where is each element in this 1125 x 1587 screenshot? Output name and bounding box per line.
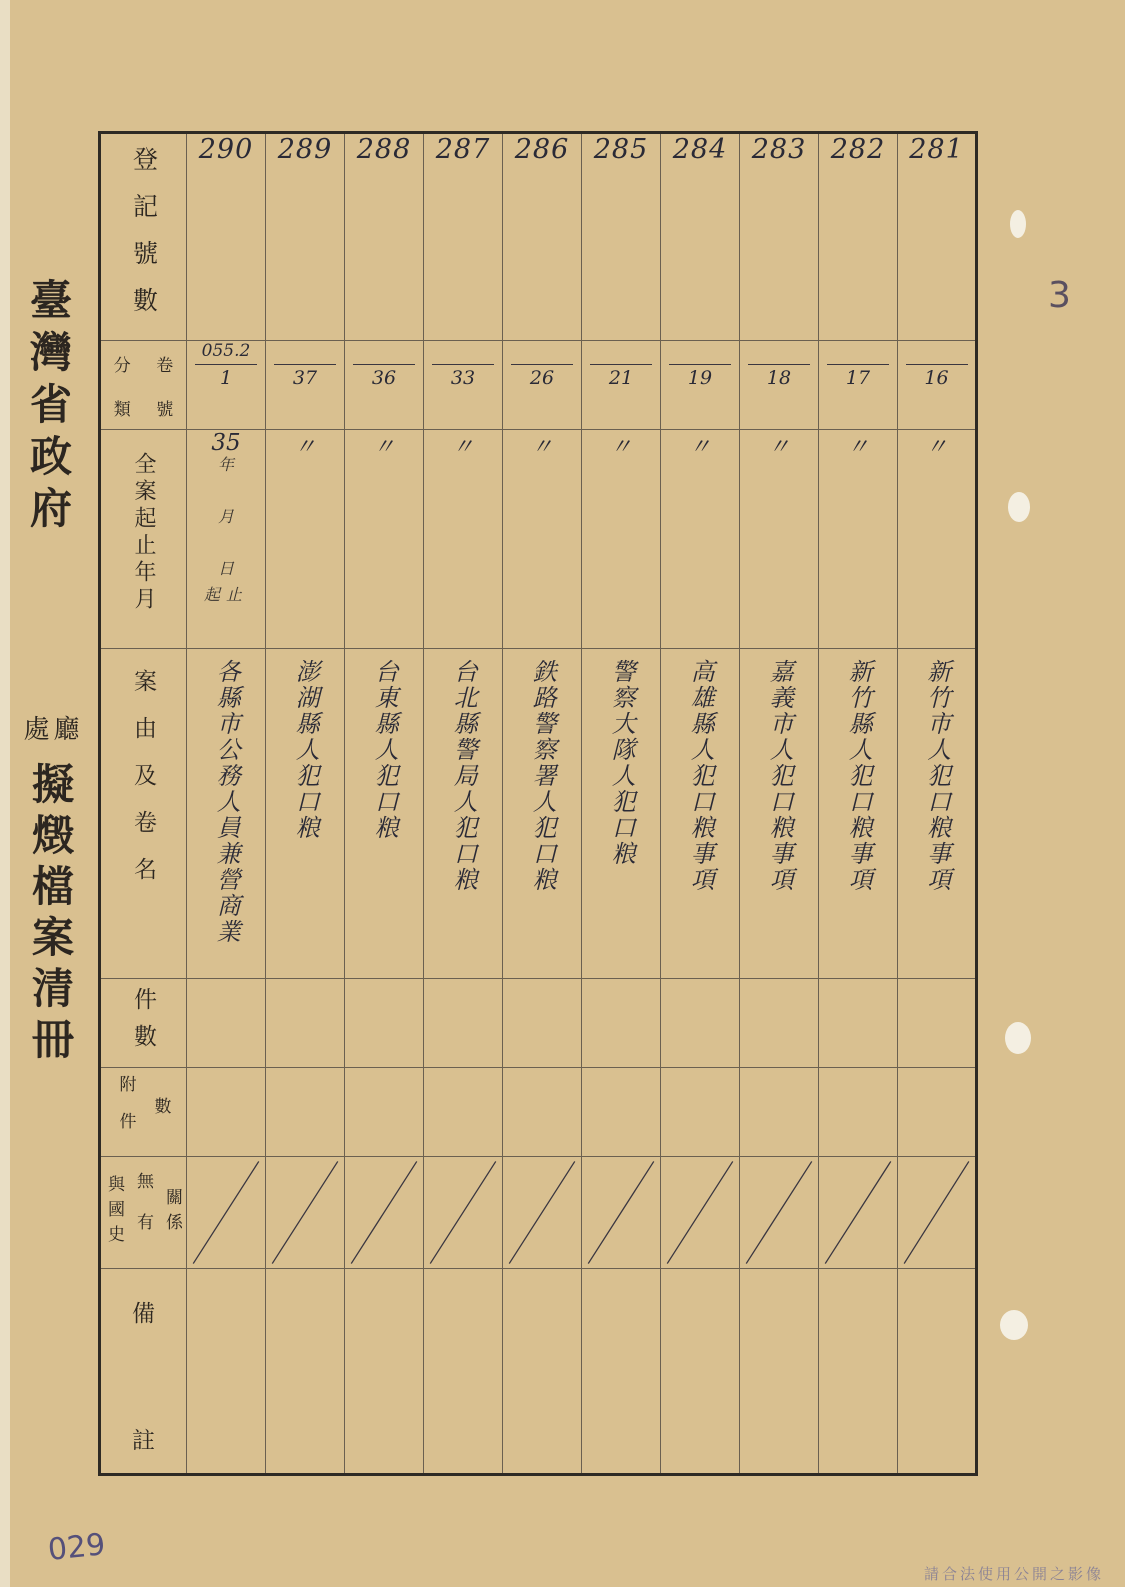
remarks-bottom: 註 (132, 1428, 155, 1454)
count-cell (503, 979, 582, 1068)
office-label-ting: 廳 (49, 715, 79, 741)
class-cell (266, 341, 345, 430)
history-cell (345, 1157, 424, 1269)
punch-hole (1000, 1310, 1028, 1340)
slash-mark (819, 1157, 897, 1268)
header-period: 全案起止年月 (100, 430, 187, 649)
ditto-mark: 〃 (266, 430, 345, 649)
attach-cell (345, 1068, 424, 1157)
class-cell (661, 341, 740, 430)
reg-no-cell: 281 (898, 133, 977, 341)
class-cell (187, 341, 266, 430)
header-volume-class: 分 卷 類 號 (100, 341, 187, 430)
row-period (100, 430, 977, 649)
punch-hole (1008, 492, 1030, 522)
subject-cell (898, 649, 977, 979)
remarks-cell (582, 1269, 661, 1475)
period-year-number: 35 (211, 430, 241, 456)
history-cell (187, 1157, 266, 1269)
subject-text: 鉄路警察署人犯口粮 (528, 659, 557, 893)
row-reg-no (100, 133, 977, 341)
class-cell (898, 341, 977, 430)
subject-cell (503, 649, 582, 979)
period-day: 日 (217, 559, 234, 578)
count-cell (661, 979, 740, 1068)
government-name: 臺灣省政府 (24, 278, 73, 538)
slash-mark (266, 1157, 344, 1268)
class-cell (740, 341, 819, 430)
remarks-cell (740, 1269, 819, 1475)
header-remarks (100, 1269, 187, 1475)
slash-mark (503, 1157, 581, 1268)
ditto-mark: 〃 (503, 430, 582, 649)
remarks-cell (345, 1269, 424, 1475)
class-cell (582, 341, 661, 430)
count-cell (424, 979, 503, 1068)
header-subject: 案由及卷名 (100, 649, 187, 979)
slash-mark (424, 1157, 502, 1268)
slash-mark (661, 1157, 739, 1268)
remarks-cell (424, 1269, 503, 1475)
attach-cell (819, 1068, 898, 1157)
ditto-mark: 〃 (661, 430, 740, 649)
history-cell (819, 1157, 898, 1269)
row-attachments (100, 1068, 977, 1157)
subject-cell (187, 649, 266, 979)
slash-mark (898, 1157, 975, 1268)
period-month: 月 (217, 507, 234, 526)
class-cell (345, 341, 424, 430)
class-top: 055.2 (201, 341, 251, 361)
slash-mark (582, 1157, 660, 1268)
ditto-mark: 〃 (898, 430, 977, 649)
page-mark: 3 (1048, 275, 1071, 316)
subject-text: 各縣市公務人員兼營商業 (212, 659, 241, 945)
count-cell (819, 979, 898, 1068)
subject-cell (266, 649, 345, 979)
page-edge (0, 0, 10, 1587)
reg-no-cell: 287 (424, 133, 503, 341)
ditto-mark: 〃 (819, 430, 898, 649)
subject-cell (819, 649, 898, 979)
attach-cell (503, 1068, 582, 1157)
header-attachments: 附件 數 (100, 1068, 187, 1157)
subject-text: 台北縣警局人犯口粮 (449, 659, 478, 893)
row-count (100, 979, 977, 1068)
count-cell (345, 979, 424, 1068)
reg-no-cell: 285 (582, 133, 661, 341)
ditto-mark: 〃 (740, 430, 819, 649)
remarks-cell (503, 1269, 582, 1475)
count-cell (898, 979, 977, 1068)
attach-cell (582, 1068, 661, 1157)
attach-cell (661, 1068, 740, 1157)
class-bottom: 18 (766, 367, 792, 389)
header-reg-no: 登記號數 (100, 133, 187, 341)
subject-cell (661, 649, 740, 979)
attach-cell (898, 1068, 977, 1157)
reg-no-cell: 282 (819, 133, 898, 341)
class-bottom: 16 (924, 367, 949, 389)
folio-number: 029 (46, 1527, 107, 1568)
history-cell (503, 1157, 582, 1269)
count-cell (266, 979, 345, 1068)
attach-cell (424, 1068, 503, 1157)
class-bottom: 17 (845, 367, 871, 389)
slash-mark (345, 1157, 423, 1268)
ditto-mark: 〃 (582, 430, 661, 649)
class-bottom: 36 (371, 367, 397, 389)
class-bottom: 19 (687, 367, 713, 389)
history-cell (661, 1157, 740, 1269)
remarks-cell (898, 1269, 977, 1475)
reg-no-cell: 284 (661, 133, 740, 341)
reg-no-cell: 290 (187, 133, 266, 341)
punch-hole (1005, 1022, 1031, 1054)
class-cell (503, 341, 582, 430)
subject-text: 澎湖縣人犯口粮 (291, 659, 320, 841)
remarks-top: 備 (132, 1301, 155, 1327)
period-cell (187, 430, 266, 649)
subject-cell (424, 649, 503, 979)
row-remarks (100, 1269, 977, 1475)
header-count: 件數 (100, 979, 187, 1068)
subject-cell (582, 649, 661, 979)
subject-cell (740, 649, 819, 979)
document-title: 擬燬檔案清冊 (26, 762, 75, 1068)
remarks-cell (661, 1269, 740, 1475)
row-history (100, 1157, 977, 1269)
reg-no-cell: 288 (345, 133, 424, 341)
attach-cell (187, 1068, 266, 1157)
class-bottom: 26 (529, 367, 555, 389)
period-start-end: 起止 (203, 585, 248, 604)
count-cell (740, 979, 819, 1068)
history-cell (740, 1157, 819, 1269)
office-label-chu: 處 (19, 715, 49, 741)
attach-cell (740, 1068, 819, 1157)
subject-text: 高雄縣人犯口粮事項 (686, 659, 715, 893)
count-cell (582, 979, 661, 1068)
reg-no-cell: 283 (740, 133, 819, 341)
row-subject (100, 649, 977, 979)
attach-cell (266, 1068, 345, 1157)
ditto-mark: 〃 (424, 430, 503, 649)
count-cell (187, 979, 266, 1068)
ditto-mark: 〃 (345, 430, 424, 649)
subject-cell (345, 649, 424, 979)
subject-text: 警察大隊人犯口粮 (607, 659, 636, 867)
subject-text: 台東縣人犯口粮 (370, 659, 399, 841)
reg-no-cell: 286 (503, 133, 582, 341)
remarks-cell (266, 1269, 345, 1475)
history-cell (424, 1157, 503, 1269)
header-history: 與國史 無有 關係 (100, 1157, 187, 1269)
slash-mark (740, 1157, 818, 1268)
subject-text: 嘉義市人犯口粮事項 (765, 659, 794, 893)
class-bottom: 21 (608, 367, 634, 389)
register-table (98, 131, 978, 1476)
punch-hole (1010, 210, 1026, 238)
history-cell (898, 1157, 977, 1269)
class-cell (424, 341, 503, 430)
class-bottom: 1 (219, 367, 233, 389)
remarks-cell (819, 1269, 898, 1475)
period-year: 年 (217, 455, 234, 474)
slash-mark (187, 1157, 265, 1268)
remarks-cell (187, 1269, 266, 1475)
subject-text: 新竹市人犯口粮事項 (922, 659, 951, 893)
usage-notice: 請合法使用公開之影像 (924, 1565, 1105, 1583)
history-cell (582, 1157, 661, 1269)
class-bottom: 33 (450, 367, 476, 389)
class-bottom: 37 (292, 367, 318, 389)
class-cell (819, 341, 898, 430)
history-cell (266, 1157, 345, 1269)
reg-no-cell: 289 (266, 133, 345, 341)
row-volume-class (100, 341, 977, 430)
subject-text: 新竹縣人犯口粮事項 (844, 659, 873, 893)
